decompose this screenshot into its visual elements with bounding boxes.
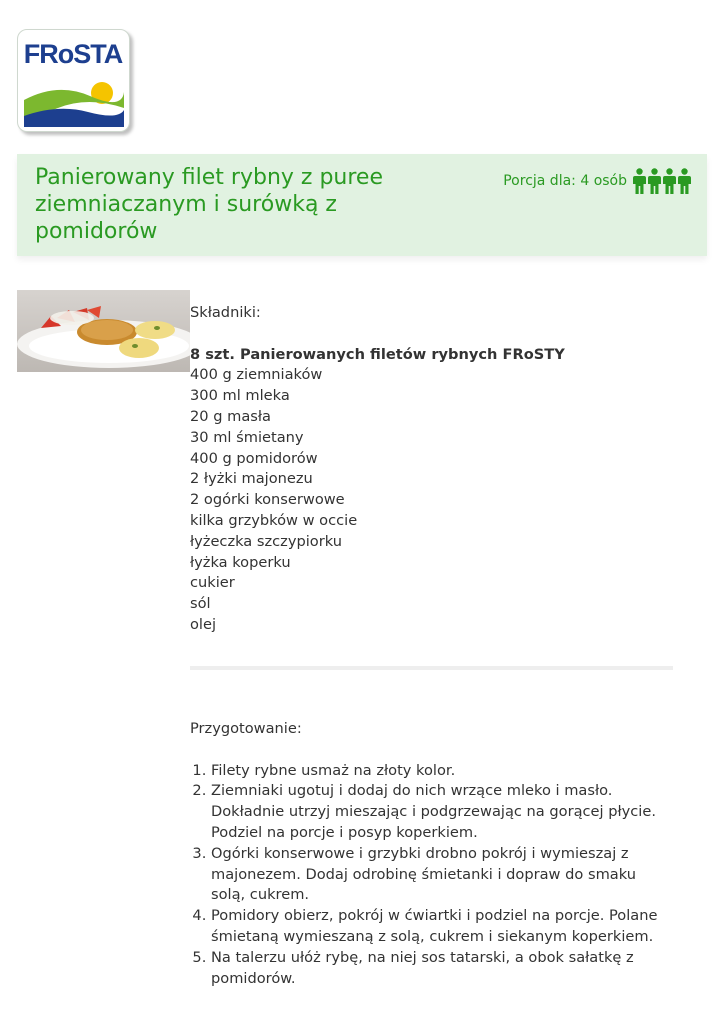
ingredient-item: łyżeczka szczypiorku — [190, 532, 342, 550]
dish-photo — [17, 290, 190, 372]
portion-info — [503, 168, 691, 194]
preparation-section — [190, 719, 674, 989]
ingredient-item: 400 g ziemniaków — [190, 366, 323, 384]
person-icon — [663, 168, 676, 194]
portion-label: Porcja dla: 4 osób — [503, 173, 627, 189]
step-item: 3. Ogórki konserwowe i grzybki drobno pokrój i wymieszaj z majonezem. Dodaj odrobinę śmietanki i dopraw do smaku solą, cukrem. — [211, 844, 674, 906]
ingredient-item: 2 ogórki konserwowe — [190, 491, 345, 509]
recipe-title: Panierowany filet rybny z puree ziemniaczanym i surówką z pomidorów — [35, 165, 383, 244]
ingredient-item: 300 ml mleka — [190, 387, 290, 405]
ingredient-item: cukier — [190, 574, 235, 592]
step-item: 2. Ziemniaki ugotuj i dodaj do nich wrzące mleko i masło. Dokładnie utrzyj mieszając i podgrzewając na gorącej płycie. Podziel na porcje i posyp koperkiem. — [211, 781, 674, 843]
ingredient-item: 30 ml śmietany — [190, 428, 304, 446]
person-icon — [648, 168, 661, 194]
ingredient-item: łyżka koperku — [190, 553, 291, 571]
frosta-logo — [17, 29, 130, 132]
ingredient-item: 2 łyżki majonezu — [190, 470, 313, 488]
step-item: 5. Na talerzu ułóż rybę, na niej sos tatarski, a obok sałatkę z pomidorów. — [211, 948, 674, 990]
portion-icons — [631, 168, 691, 194]
ingredient-item: olej — [190, 615, 217, 633]
ingredients-label: Składniki: — [190, 304, 261, 321]
step-item: 1. Filety rybne usmaż na złoty kolor. — [211, 761, 674, 782]
logo-text: FRoSTA — [23, 39, 123, 69]
preparation-steps — [190, 761, 674, 990]
person-icon — [678, 168, 691, 194]
section-divider — [190, 666, 673, 670]
ingredient-item: sól — [190, 595, 211, 613]
ingredients-section — [190, 303, 674, 636]
ingredients-list — [190, 365, 674, 635]
recipe-header — [17, 154, 707, 256]
preparation-label: Przygotowanie: — [190, 720, 302, 737]
ingredients-highlight: 8 szt. Panierowanych filetów rybnych FRoSTY — [190, 345, 565, 363]
ingredient-item: 400 g pomidorów — [190, 449, 318, 467]
step-item: 4. Pomidory obierz, pokrój w ćwiartki i podziel na porcje. Polane śmietaną wymieszaną z solą, cukrem i siekanym koperkiem. — [211, 906, 674, 948]
person-icon — [633, 168, 646, 194]
ingredient-item: kilka grzybków w occie — [190, 511, 358, 529]
ingredient-item: 20 g masła — [190, 407, 271, 425]
